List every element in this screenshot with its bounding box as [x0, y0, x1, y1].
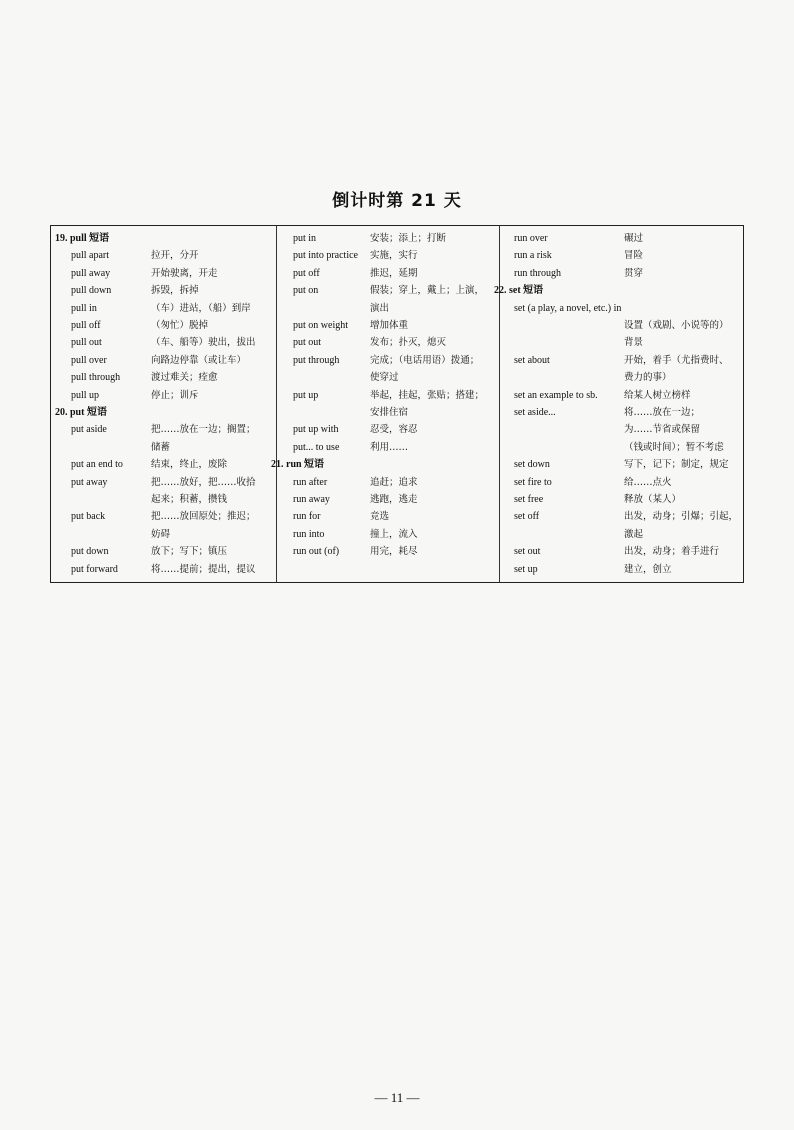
phrase-definition: 使穿过 [370, 372, 399, 384]
phrase-term: put up [293, 389, 319, 401]
phrase-term: pull over [71, 354, 107, 366]
phrase-row [51, 317, 276, 334]
phrase-row [500, 265, 744, 282]
phrase-term: run out (of) [293, 546, 340, 558]
phrase-term: set an example to sb. [514, 389, 598, 401]
phrase-definition: 出发，动身；引爆；引起， [624, 511, 739, 523]
phrase-term: put on weight [293, 320, 348, 331]
phrase-term: pull out [71, 337, 102, 349]
phrase-term: put aside [71, 424, 107, 436]
phrase-definition: 假装；穿上，戴上；上演， [370, 285, 485, 297]
phrase-definition: 开始驶离，开走 [151, 267, 218, 279]
column-put-run [271, 226, 500, 582]
phrase-row [277, 369, 500, 386]
phrase-row [277, 474, 500, 491]
phrase-term: set aside... [514, 407, 556, 418]
phrase-definition: 安排住宿 [370, 407, 409, 418]
phrase-row [277, 300, 500, 317]
phrase-row [51, 439, 276, 456]
phrase-row [51, 369, 276, 386]
phrase-row [51, 491, 276, 508]
phrase-definition: （匆忙）脱掉 [151, 320, 209, 331]
phrase-term: pull off [71, 320, 101, 331]
phrase-row [500, 300, 744, 317]
phrase-row [51, 334, 276, 351]
phrase-definition: 为……节省或保留 [624, 424, 701, 436]
phrase-term: put an end to [71, 459, 123, 471]
phrase-row [277, 439, 500, 456]
phrase-definition: 实施，实行 [370, 250, 418, 262]
phrase-definition: 停止；训斥 [151, 389, 199, 401]
section-heading-row [51, 230, 276, 247]
phrase-definition: 安装；添上；打断 [370, 233, 447, 244]
phrase-row [51, 561, 276, 578]
phrase-row [277, 387, 500, 404]
phrase-definition: 给某人树立榜样 [624, 389, 691, 401]
phrase-row [500, 491, 744, 508]
phrase-row [51, 300, 276, 317]
phrase-row [500, 247, 744, 264]
phrase-term: run for [293, 511, 321, 523]
phrase-definition: 向路边停靠（或让车） [151, 354, 247, 366]
phrase-row [277, 282, 500, 299]
phrase-term: set off [514, 511, 540, 523]
phrase-term: run a risk [514, 250, 552, 262]
phrase-term: put away [71, 476, 108, 488]
phrase-definition: 撞上，流入 [370, 528, 418, 540]
phrase-term: pull through [71, 372, 121, 384]
page-number: — 11 — [374, 1090, 420, 1105]
phrase-term: pull away [71, 267, 111, 279]
phrase-row [277, 230, 500, 247]
phrase-row [51, 474, 276, 491]
phrase-term: put... to use [293, 441, 340, 453]
phrase-definition: 费力的事） [624, 372, 672, 384]
phrase-definition: 开始，着手（尤指费时、 [624, 354, 729, 366]
phrase-term: put down [71, 546, 109, 558]
phrase-row [500, 230, 744, 247]
phrase-definition: （车）进站，（船）到岸 [151, 302, 251, 314]
phrase-definition: 将……放在一边； [624, 407, 701, 418]
phrase-definition: 把……放在一边；搁置； [151, 424, 256, 436]
phrase-definition: 增加体重 [370, 320, 409, 331]
phrase-term: set down [514, 459, 550, 471]
phrase-term: set up [514, 563, 538, 575]
phrase-row [51, 265, 276, 282]
phrase-term: set about [514, 354, 550, 366]
phrase-term: put forward [71, 563, 118, 575]
phrase-definition: 写下，记下；制定，规定 [624, 459, 729, 471]
phrase-row [277, 265, 500, 282]
phrase-definition: 放下；写下；镇压 [151, 546, 228, 558]
phrase-definition: 出发，动身；着手进行 [624, 546, 720, 558]
phrase-term: set free [514, 494, 544, 505]
phrase-definition: 贯穿 [624, 267, 644, 279]
phrase-term: put out [293, 337, 322, 349]
phrase-definition: 把……放回原处；推迟； [151, 511, 256, 523]
phrase-definition: 储蓄 [151, 441, 171, 453]
phrase-term: pull in [71, 302, 97, 314]
phrase-definition: 将……提前；提出，提议 [151, 563, 256, 575]
page-title: 倒计时第 21 天 [332, 191, 462, 211]
phrase-row [500, 334, 744, 351]
phrase-row [500, 387, 744, 404]
phrase-definition: 把……放好，把……收拾 [151, 476, 256, 488]
phrase-row [500, 404, 744, 421]
section-heading-row [51, 404, 276, 421]
phrase-definition: 追赶；追求 [370, 476, 418, 488]
section-heading: 20. put 短语 [55, 407, 107, 418]
phrase-definition: 建立，创立 [624, 563, 672, 575]
phrase-row [277, 317, 500, 334]
phrase-definition: 推迟，延期 [370, 267, 418, 279]
phrase-term: set fire to [514, 476, 552, 488]
phrase-term: run after [293, 476, 328, 488]
phrase-definition: 忍受，容忍 [370, 424, 418, 436]
phrase-definition: 逃跑，逃走 [370, 494, 418, 505]
phrase-row [500, 369, 744, 386]
phrase-row [277, 334, 500, 351]
phrase-definition: 释放（某人） [624, 494, 682, 505]
phrase-definition: 拉开，分开 [151, 250, 199, 262]
phrase-term: run away [293, 494, 330, 505]
phrase-row [51, 526, 276, 543]
phrase-row [277, 543, 500, 560]
phrase-row [277, 508, 500, 525]
phrase-definition: 设置（戏剧、小说等的） [624, 320, 729, 331]
phrase-row [500, 317, 744, 334]
phrase-definition: 发布；扑灭，熄灭 [370, 337, 447, 349]
phrase-term: put in [293, 233, 317, 244]
phrase-table [50, 225, 744, 583]
phrase-term: put on [293, 285, 319, 297]
phrase-row [51, 508, 276, 525]
phrase-term: pull up [71, 389, 100, 401]
phrase-row [277, 404, 500, 421]
phrase-row [51, 352, 276, 369]
phrase-term: run through [514, 267, 561, 279]
phrase-term: put into practice [293, 250, 358, 262]
phrase-row [500, 543, 744, 560]
phrase-term: set (a play, a novel, etc.) in [514, 302, 622, 314]
phrase-row [51, 456, 276, 473]
phrase-row [51, 282, 276, 299]
phrase-row [500, 421, 744, 438]
section-heading: 22. set 短语 [494, 285, 544, 297]
phrase-row [51, 543, 276, 560]
phrase-term: put through [293, 354, 340, 366]
phrase-definition: 用完，耗尽 [370, 546, 418, 558]
column-pull-put [51, 226, 276, 582]
phrase-row [277, 526, 500, 543]
section-heading: 19. pull 短语 [55, 233, 110, 244]
phrase-row [500, 439, 744, 456]
phrase-definition: 举起，挂起，张贴；搭建； [370, 389, 485, 401]
phrase-definition: 渡过难关；痊愈 [151, 372, 218, 384]
phrase-row [277, 491, 500, 508]
phrase-definition: 竞选 [370, 511, 390, 523]
phrase-row [51, 387, 276, 404]
phrase-row [500, 561, 744, 578]
column-run-set [494, 226, 744, 582]
phrase-term: pull down [71, 285, 112, 297]
phrase-row [277, 421, 500, 438]
phrase-definition: 利用…… [370, 441, 409, 453]
phrase-term: put off [293, 267, 320, 279]
phrase-definition: 冒险 [624, 250, 644, 262]
phrase-definition: 演出 [370, 302, 390, 314]
phrase-row [500, 526, 744, 543]
phrase-definition: （车、船等）驶出，拔出 [151, 337, 256, 349]
phrase-row [500, 456, 744, 473]
phrase-term: run into [293, 528, 325, 540]
phrase-row [51, 247, 276, 264]
phrase-row [500, 508, 744, 525]
phrase-definition: 拆毁，拆掉 [151, 285, 199, 297]
phrase-definition: 结束，终止，废除 [151, 459, 228, 471]
phrase-term: set out [514, 546, 541, 558]
phrase-term: pull apart [71, 250, 110, 262]
phrase-definition: 给……点火 [624, 476, 672, 488]
phrase-definition: 妨碍 [151, 528, 171, 540]
phrase-definition: 背景 [624, 337, 644, 349]
phrase-definition: 碾过 [624, 233, 644, 244]
phrase-definition: 激起 [624, 528, 644, 540]
phrase-term: run over [514, 233, 548, 244]
phrase-term: put up with [293, 424, 339, 436]
phrase-row [51, 421, 276, 438]
phrase-definition: 起来；积蓄，攒钱 [151, 494, 228, 505]
phrase-row [500, 474, 744, 491]
phrase-definition: （钱或时间）；暂不考虑 [624, 441, 724, 453]
section-heading-row [494, 282, 744, 299]
section-heading: 21. run 短语 [271, 459, 325, 471]
phrase-row [277, 247, 500, 264]
phrase-row [500, 352, 744, 369]
phrase-term: put back [71, 511, 106, 523]
phrase-row [277, 352, 500, 369]
phrase-definition: 完成；（电话用语）拨通； [370, 354, 480, 366]
section-heading-row [271, 456, 500, 473]
